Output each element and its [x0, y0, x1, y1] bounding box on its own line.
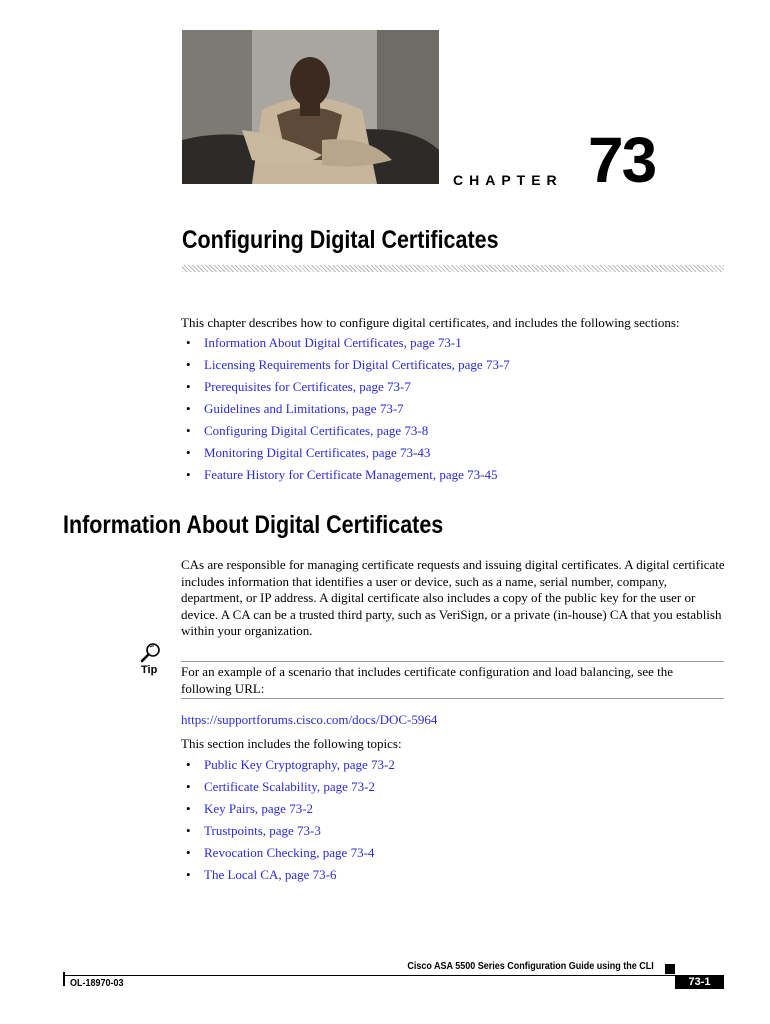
tip-text: For an example of a scenario that includes certificate configuration and load balancing, see the following URL: — [181, 664, 673, 696]
list-item — [186, 776, 395, 798]
intro-text: This chapter describes how to configure digital certificates, and includes the following sections: — [181, 315, 680, 330]
bullet-icon: • — [186, 823, 191, 838]
page-number: 73-1 — [675, 975, 724, 989]
list-item — [186, 464, 510, 486]
tip-top-rule — [181, 661, 724, 662]
section-heading: Information About Digital Certificates — [63, 511, 444, 539]
bullet-icon: • — [186, 801, 191, 816]
toc-link[interactable]: Prerequisites for Certificates, page 73-7 — [204, 379, 411, 394]
title-divider — [182, 265, 724, 272]
bullet-icon: • — [186, 757, 191, 772]
bullet-icon: • — [186, 779, 191, 794]
bullet-icon: • — [186, 445, 191, 460]
bullet-icon: • — [186, 357, 191, 372]
footer-marker — [665, 964, 675, 974]
toc-link[interactable]: Configuring Digital Certificates, page 73-8 — [204, 423, 429, 438]
support-url-link[interactable]: https://supportforums.cisco.com/docs/DOC-5964 — [181, 712, 438, 727]
list-item — [186, 864, 395, 886]
magnifier-icon — [140, 642, 162, 664]
bullet-icon: • — [186, 467, 191, 482]
topic-link[interactable]: Key Pairs, page 73-2 — [204, 801, 314, 816]
list-item — [186, 376, 510, 398]
chapter-label: CHAPTER — [453, 172, 563, 188]
bullet-icon: • — [186, 335, 191, 350]
bullet-icon: • — [186, 867, 191, 882]
topic-link[interactable]: Public Key Cryptography, page 73-2 — [204, 757, 395, 772]
list-item — [186, 354, 510, 376]
topic-link[interactable]: The Local CA, page 73-6 — [204, 867, 337, 882]
topic-link[interactable]: Certificate Scalability, page 73-2 — [204, 779, 375, 794]
section-topics — [186, 754, 395, 886]
list-item — [186, 332, 510, 354]
page-title: Configuring Digital Certificates — [182, 226, 499, 254]
chapter-photo — [182, 30, 439, 184]
toc-link[interactable]: Monitoring Digital Certificates, page 73-43 — [204, 445, 431, 460]
list-item — [186, 798, 395, 820]
footer-doc-id: OL-18970-03 — [70, 978, 124, 989]
toc-link[interactable]: Guidelines and Limitations, page 73-7 — [204, 401, 404, 416]
chapter-toc — [186, 332, 510, 486]
list-item — [186, 398, 510, 420]
bullet-icon: • — [186, 379, 191, 394]
footer-rule — [63, 975, 724, 976]
topics-intro: This section includes the following topics: — [181, 736, 402, 751]
list-item — [186, 442, 510, 464]
tip-bottom-rule — [181, 698, 724, 699]
list-item — [186, 842, 395, 864]
chapter-number: 73 — [588, 124, 656, 196]
toc-link[interactable]: Feature History for Certificate Management, page 73-45 — [204, 467, 498, 482]
toc-link[interactable]: Licensing Requirements for Digital Certificates, page 73-7 — [204, 357, 510, 372]
list-item — [186, 820, 395, 842]
footer-tick — [63, 972, 65, 986]
section-body: CAs are responsible for managing certificate requests and issuing digital certificates. A digital certificate includes information that identifies a user or device, such as a name, serial number, company, department, or IP address. A digital certificate also includes a copy of the public key for the user or device. A CA can be a trusted third party, such as VeriSign, or a private (in-house) CA that you establish within your organization. — [181, 557, 725, 638]
toc-link[interactable]: Information About Digital Certificates, page 73-1 — [204, 335, 462, 350]
tip-label: Tip — [141, 664, 158, 676]
topic-link[interactable]: Revocation Checking, page 73-4 — [204, 845, 375, 860]
bullet-icon: • — [186, 401, 191, 416]
footer-guide-title: Cisco ASA 5500 Series Configuration Guide using the CLI — [407, 961, 654, 972]
list-item — [186, 420, 510, 442]
list-item — [186, 754, 395, 776]
bullet-icon: • — [186, 423, 191, 438]
topic-link[interactable]: Trustpoints, page 73-3 — [204, 823, 321, 838]
bullet-icon: • — [186, 845, 191, 860]
